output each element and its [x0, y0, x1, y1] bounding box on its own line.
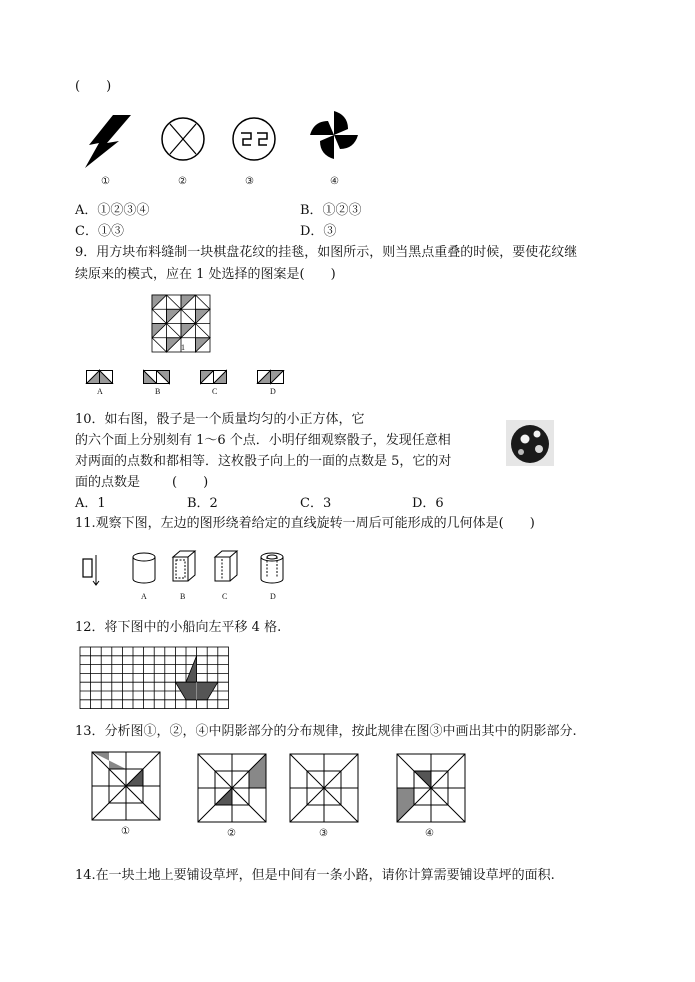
q8-fig-label: ② [178, 176, 187, 187]
q9-text-line1: 9．用方块布料缝制一块棋盘花纹的挂毯，如图所示，则当黑点重叠的时候，要使花纹继 [75, 245, 578, 260]
q11-choice-b-prism[interactable] [170, 549, 198, 585]
q9-choice-d-pattern[interactable] [257, 370, 285, 384]
q11-rotation-shape [80, 553, 102, 587]
q13-figure-1 [92, 752, 160, 820]
q11-text: 11.观察下图，左边的图形绕着给定的直线旋转一周后可能形成的几何体是( ) [75, 516, 535, 531]
q10-dice-photo [506, 420, 554, 466]
q9-choice-b-pattern[interactable] [143, 370, 171, 384]
q9-choice-label: B [155, 387, 161, 396]
q13-label: ④ [425, 828, 434, 839]
q10-text-line4: 面的点数是 [75, 475, 141, 490]
q11-choice-label: B [180, 592, 186, 601]
q10-option-b[interactable]: B．2 [187, 496, 218, 511]
q8-fig4-pinwheel-icon [307, 108, 361, 162]
q11-choice-c-prism[interactable] [212, 549, 240, 585]
q8-fig1-lightning-icon [83, 113, 133, 169]
q9-text-line2: 续原来的模式，应在 1 处选择的图案是( ) [75, 267, 336, 282]
q13-label: ② [227, 828, 236, 839]
q8-option-c[interactable]: C．①③ [75, 224, 124, 239]
q13-figure-2 [198, 754, 266, 822]
q9-grid-marker: 1 [181, 343, 185, 352]
q8-option-b[interactable]: B．①②③ [300, 203, 362, 218]
q12-text: 12．将下图中的小船向左平移 4 格. [75, 620, 282, 635]
q8-option-d[interactable]: D．③ [300, 224, 337, 239]
q13-label: ③ [319, 828, 328, 839]
q8-fig-label: ③ [245, 176, 254, 187]
q10-text-line3: 对两面的点数和都相等．这枚骰子向上的一面的点数是 5，它的对 [75, 454, 452, 469]
q13-figure-3 [290, 754, 358, 822]
q8-fig-label: ④ [330, 176, 339, 187]
q11-choice-a-cylinder[interactable] [130, 552, 158, 584]
q9-choice-a-pattern[interactable] [86, 370, 114, 384]
q13-text: 13．分析图①，②，④中阴影部分的分布规律，按此规律在图③中画出其中的阴影部分. [75, 724, 577, 739]
q11-choice-d-hollow-cylinder[interactable] [258, 552, 286, 584]
q12-boat-grid [80, 647, 230, 710]
q8-option-a[interactable]: A．①②③④ [75, 203, 150, 218]
q10-option-d[interactable]: D．6 [412, 496, 444, 511]
q10-blank: ( ) [172, 475, 209, 490]
q10-text-line2: 的六个面上分别刻有 1～6 个点．小明仔细观察骰子，发现任意相 [75, 433, 451, 448]
q8-fig-label: ① [101, 176, 110, 187]
q11-choice-label: C [222, 592, 228, 601]
q10-text-line1: 10．如右图，骰子是一个质量均匀的小正方体，它 [75, 412, 365, 427]
q9-choice-c-pattern[interactable] [200, 370, 228, 384]
q8-blank: ( ) [75, 79, 112, 94]
q13-label: ① [121, 826, 130, 837]
q10-option-c[interactable]: C．3 [300, 496, 332, 511]
q9-choice-label: C [212, 387, 218, 396]
q8-fig2-circle-x-icon [160, 116, 206, 162]
q11-choice-label: D [270, 592, 276, 601]
q13-figure-4 [397, 754, 465, 822]
q10-option-a[interactable]: A．1 [75, 496, 106, 511]
q9-choice-label: D [270, 387, 276, 396]
q9-choice-label: A [97, 387, 103, 396]
q8-fig3-circle-pattern-icon [231, 116, 277, 162]
q14-text: 14.在一块土地上要铺设草坪，但是中间有一条小路，请你计算需要铺设草坪的面积. [75, 868, 555, 883]
q11-choice-label: A [141, 592, 147, 601]
